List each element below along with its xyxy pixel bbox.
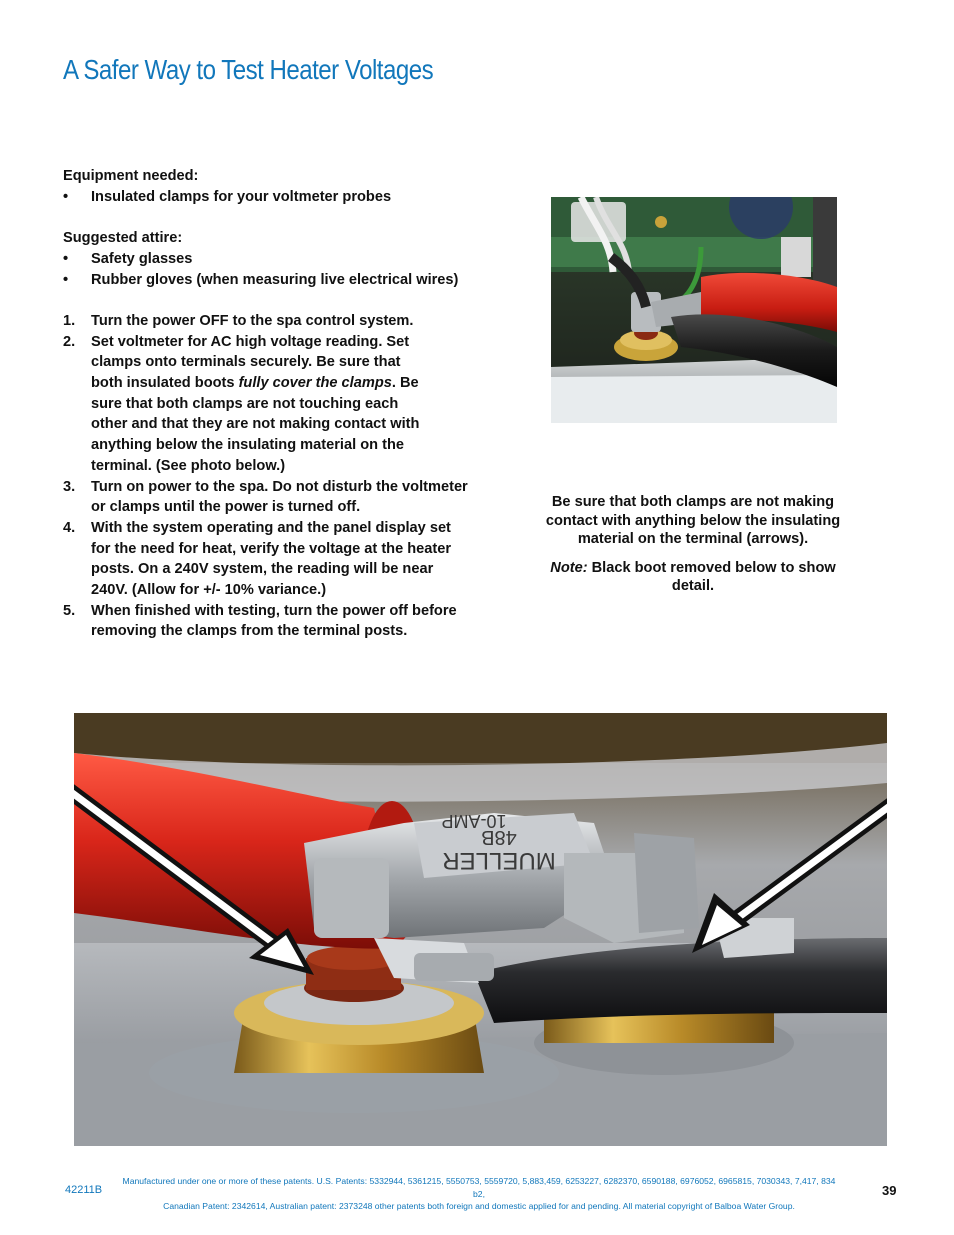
clamp-rating-text: 10-AMP (441, 811, 507, 831)
attire-item: • Rubber gloves (when measuring live electrical wires) (63, 270, 473, 291)
clamp-brand-text: MUELLER (442, 847, 556, 874)
page-number: 39 (882, 1183, 897, 1198)
patent-notice: Manufactured under one or more of these patents. U.S. Patents: 5332944, 5361215, 5550753, 5559720, 5,883,459, 6253227, 6282370, 6590188, 6976052, 6965815, 7030343, 7,417, 834 b2, Canadian Patent: 2342614, Australian patent: 2373248 other patents both foreign and domestic applied for and pending. All material copyright of Balboa Water Group. (122, 1176, 836, 1211)
photo-caption (536, 493, 850, 606)
bullet: • (63, 188, 69, 205)
bullet: • (63, 250, 69, 267)
step-5: 5. When finished with testing, turn the power off before removing the clamps from the terminal posts. (63, 602, 457, 640)
instructions-column (63, 166, 473, 642)
step-3: 3. Turn on power to the spa. Do not disturb the voltmeter or clamps until the power is turned off. (63, 478, 468, 516)
document-code: 42211B (65, 1184, 103, 1196)
page-title: A Safer Way to Test Heater Voltages (63, 54, 434, 85)
caption-note: Note: Black boot removed below to show detail. (550, 559, 836, 595)
equipment-heading: Equipment needed: (63, 168, 199, 184)
terminal-closeup-photo (74, 713, 887, 1146)
step-2: 2. Set voltmeter for AC high voltage reading. Set clamps onto terminals securely. Be sure that both insulated boots fully cover the clamps. Be sure that both clamps are not touching each other and that they are not making contact with anything below the insulating material on the terminal. (See photo below.) (63, 333, 420, 474)
attire-item: • Safety glasses (63, 249, 473, 270)
equipment-item: • Insulated clamps for your voltmeter probes (63, 187, 473, 208)
step-4: 4. With the system operating and the panel display set for the need for heat, verify the voltage at the heater posts. On a 240V system, the reading will be near 240V. (Allow for +/- 10% variance.) (63, 519, 452, 599)
clamp-model-text: 48B (481, 826, 517, 848)
attire-heading: Suggested attire: (63, 230, 183, 247)
terminal-closeup-illustration (74, 713, 887, 1146)
caption-main: Be sure that both clamps are not making contact with anything below the insulating material on the terminal (arrows). (545, 494, 841, 548)
step-1: 1. Turn the power OFF to the spa control system. (63, 312, 414, 329)
bullet: • (63, 271, 69, 288)
terminal-overview-illustration (551, 197, 837, 423)
terminal-overview-photo (551, 197, 837, 423)
